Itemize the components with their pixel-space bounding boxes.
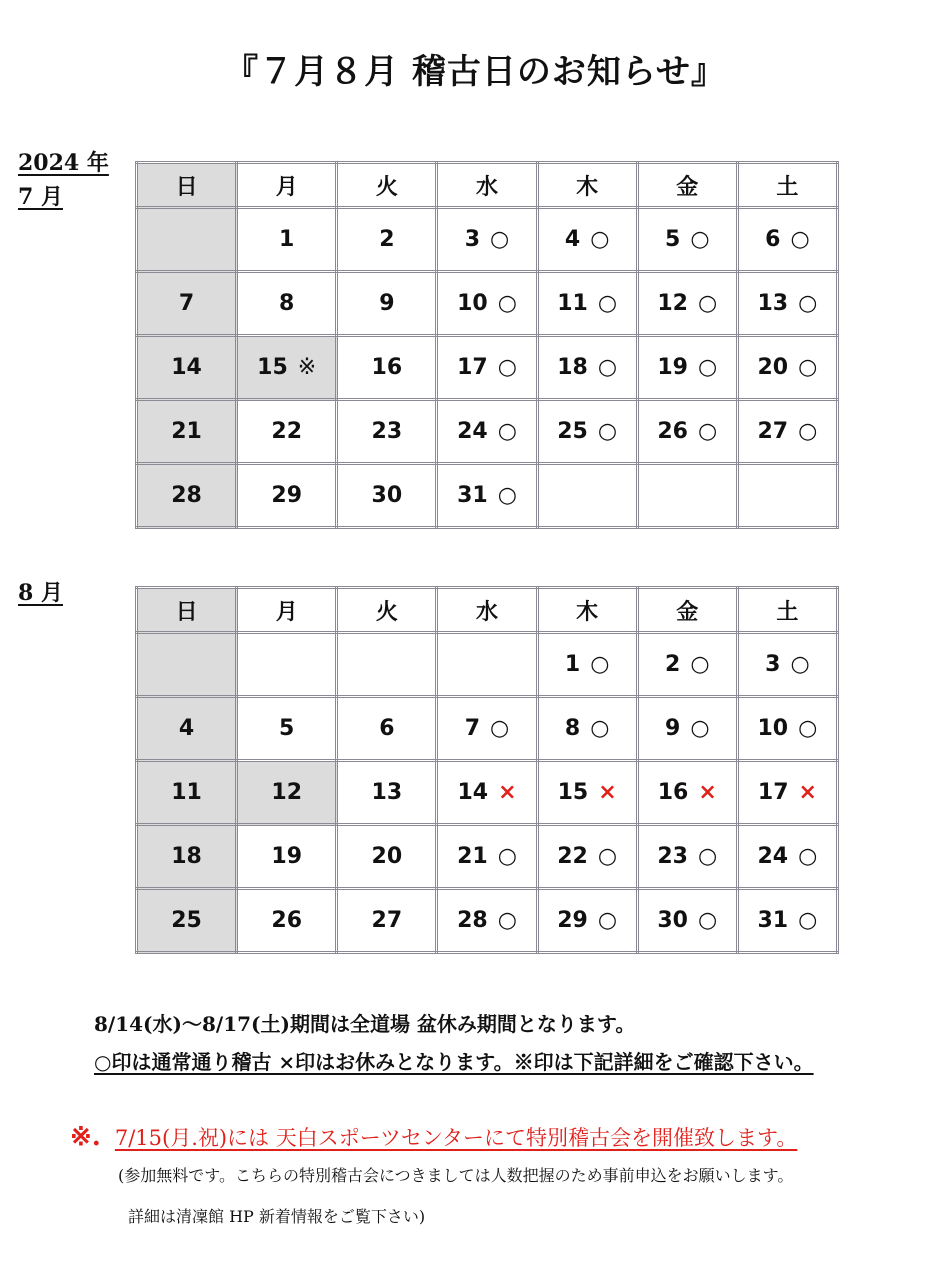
day-number: 1 (279, 227, 295, 252)
week-row (137, 336, 838, 400)
day-number: 19 (271, 844, 303, 869)
practice-mark: ○ (597, 908, 618, 933)
day-cell (537, 400, 637, 464)
day-cell (737, 889, 837, 953)
day-number: 10 (457, 291, 488, 316)
day-number: 13 (757, 291, 789, 316)
practice-mark: ○ (597, 291, 618, 316)
day-cell (637, 272, 737, 336)
day-number: 19 (657, 355, 688, 380)
practice-mark: ○ (798, 419, 818, 444)
day-cell (537, 825, 637, 889)
practice-mark: ○ (690, 652, 710, 677)
day-cell (437, 208, 537, 272)
day-cell (437, 889, 537, 953)
day-number: 11 (557, 291, 588, 316)
day-cell (137, 825, 237, 889)
day-number: 15 (257, 355, 288, 380)
day-cell (437, 400, 537, 464)
day-number: 27 (371, 908, 403, 933)
day-cell (737, 697, 837, 761)
day-number: 20 (371, 844, 403, 869)
day-cell (537, 336, 637, 400)
practice-mark: ○ (597, 844, 618, 869)
day-number: 8 (279, 291, 295, 316)
weekday-header: 日 (137, 588, 237, 633)
week-row (137, 400, 838, 464)
day-cell (637, 464, 737, 528)
day-cell (337, 464, 437, 528)
day-cell (237, 336, 337, 400)
week-row (137, 464, 838, 528)
weekday-header: 火 (337, 588, 437, 633)
practice-mark: ○ (497, 483, 517, 508)
day-number: 31 (757, 908, 789, 933)
day-cell (537, 208, 637, 272)
day-cell (437, 697, 537, 761)
day-number: 25 (557, 419, 588, 444)
day-cell (237, 464, 337, 528)
closed-mark: × (798, 780, 817, 805)
practice-mark: ○ (697, 844, 718, 869)
day-number: 16 (371, 355, 403, 380)
day-cell (237, 208, 337, 272)
day-cell (237, 761, 337, 825)
day-number: 7 (178, 291, 195, 316)
day-cell (437, 825, 537, 889)
day-number: 8 (564, 716, 581, 741)
day-cell (737, 208, 837, 272)
practice-mark: ○ (590, 227, 610, 252)
special-event-detail-1: (参加無料です。こちらの特別稽古会につきましては人数把握のため事前申込をお願いします。 (118, 1166, 794, 1185)
day-number: 9 (379, 291, 395, 316)
day-cell (337, 208, 437, 272)
day-number: 30 (657, 908, 688, 933)
day-number: 26 (657, 419, 688, 444)
weekday-header: 水 (437, 588, 537, 633)
practice-mark: ○ (790, 227, 810, 252)
day-cell (637, 889, 737, 953)
practice-mark: ○ (690, 716, 710, 741)
august-label (18, 576, 63, 610)
day-cell (737, 464, 837, 528)
day-number: 2 (379, 227, 395, 252)
day-cell (237, 889, 337, 953)
special-event-detail-2: 詳細は清凜館 HP 新着情報をご覧下さい) (128, 1207, 426, 1226)
day-number: 23 (371, 419, 403, 444)
day-number: 31 (457, 483, 488, 508)
day-number: 6 (765, 227, 781, 252)
day-number: 14 (457, 780, 489, 805)
weekday-header: 木 (537, 588, 637, 633)
week-row (137, 633, 838, 697)
day-number: 2 (665, 652, 681, 677)
weekday-header: 月 (237, 588, 337, 633)
practice-mark: ○ (497, 844, 517, 869)
reference-mark: ※ (297, 355, 317, 380)
practice-mark: ○ (697, 291, 718, 316)
day-cell (337, 761, 437, 825)
day-number: 18 (557, 355, 588, 380)
day-cell (637, 697, 737, 761)
day-number: 27 (757, 419, 789, 444)
day-cell (337, 825, 437, 889)
week-row (137, 825, 838, 889)
day-cell (137, 272, 237, 336)
practice-mark: ○ (798, 908, 818, 933)
day-cell (337, 272, 437, 336)
weekday-header-row (137, 588, 838, 633)
day-number: 12 (271, 780, 303, 805)
weekday-header: 金 (637, 163, 737, 208)
day-cell (537, 464, 637, 528)
day-number: 4 (564, 227, 581, 252)
day-cell (237, 697, 337, 761)
practice-mark: ○ (697, 419, 718, 444)
closed-mark: × (698, 780, 717, 805)
obon-notice: 8/14(水)～8/17(土)期間は全道場 盆休み期間となります。 (94, 1012, 636, 1036)
day-cell (537, 889, 637, 953)
week-row (137, 889, 838, 953)
weekday-header: 火 (337, 163, 437, 208)
day-cell (137, 400, 237, 464)
day-cell (437, 761, 537, 825)
day-cell (337, 889, 437, 953)
day-number: 29 (271, 483, 303, 508)
day-cell (737, 336, 837, 400)
day-cell (637, 336, 737, 400)
day-cell (637, 761, 737, 825)
week-row (137, 697, 838, 761)
day-number: 10 (757, 716, 789, 741)
day-number: 9 (665, 716, 681, 741)
day-cell (137, 464, 237, 528)
day-number: 23 (657, 844, 688, 869)
year-label: 2024 年 (18, 150, 109, 176)
day-number: 29 (557, 908, 588, 933)
day-number: 26 (271, 908, 303, 933)
practice-mark: ○ (590, 716, 610, 741)
page-title: 『７月８月 稽古日のお知らせ』 (224, 52, 726, 92)
practice-mark: ○ (490, 716, 510, 741)
weekday-header-row (137, 163, 838, 208)
special-event-notice (70, 1122, 797, 1152)
closed-mark: × (598, 780, 617, 805)
day-number: 28 (171, 483, 202, 508)
practice-mark: ○ (697, 908, 718, 933)
practice-mark: ○ (497, 355, 517, 380)
day-number: 1 (564, 652, 581, 677)
practice-mark: ○ (798, 355, 818, 380)
day-cell (337, 633, 437, 697)
day-cell (237, 272, 337, 336)
day-number: 12 (657, 291, 688, 316)
day-number: 30 (371, 483, 403, 508)
day-number: 14 (171, 355, 202, 380)
day-cell (637, 633, 737, 697)
day-number: 28 (457, 908, 488, 933)
day-cell (437, 464, 537, 528)
day-number: 18 (171, 844, 202, 869)
practice-mark: ○ (697, 355, 718, 380)
day-number: 13 (371, 780, 403, 805)
practice-mark: ○ (597, 355, 618, 380)
day-cell (537, 761, 637, 825)
day-number: 3 (765, 652, 781, 677)
day-number: 6 (379, 716, 395, 741)
day-cell (537, 272, 637, 336)
day-cell (637, 825, 737, 889)
special-event-text: 7/15(月.祝)には 天白スポーツセンターにて特別稽古会を開催致します。 (114, 1126, 798, 1150)
practice-mark: ○ (497, 419, 517, 444)
day-cell (537, 697, 637, 761)
day-number: 4 (178, 716, 195, 741)
practice-mark: ○ (798, 844, 818, 869)
practice-mark: ○ (497, 291, 517, 316)
july-calendar (135, 161, 839, 529)
practice-mark: ○ (798, 291, 818, 316)
day-number: 20 (757, 355, 789, 380)
weekday-header: 月 (237, 163, 337, 208)
day-number: 17 (457, 355, 488, 380)
week-row (137, 761, 838, 825)
day-cell (637, 400, 737, 464)
day-number: 24 (757, 844, 789, 869)
day-cell (237, 400, 337, 464)
day-number: 11 (171, 780, 202, 805)
week-row (137, 272, 838, 336)
day-cell (137, 761, 237, 825)
reference-mark: ※. (70, 1122, 101, 1152)
july-label (18, 146, 109, 214)
day-cell (137, 336, 237, 400)
day-number: 5 (279, 716, 295, 741)
day-number: 21 (171, 419, 202, 444)
day-cell (137, 889, 237, 953)
closed-mark: × (498, 780, 517, 805)
legend-notice: ○印は通常通り稽古 ×印はお休みとなります。※印は下記詳細をご確認下さい。 (94, 1050, 814, 1074)
weekday-header: 水 (437, 163, 537, 208)
day-cell (137, 633, 237, 697)
practice-mark: ○ (597, 419, 618, 444)
day-cell (237, 825, 337, 889)
practice-mark: ○ (798, 716, 818, 741)
day-number: 22 (271, 419, 303, 444)
day-number: 3 (464, 227, 481, 252)
day-cell (137, 697, 237, 761)
july-month-label: 7 月 (18, 184, 63, 210)
day-cell (337, 400, 437, 464)
day-cell (437, 272, 537, 336)
weekday-header: 土 (737, 588, 837, 633)
weekday-header: 土 (737, 163, 837, 208)
day-number: 15 (557, 780, 589, 805)
day-number: 7 (464, 716, 481, 741)
day-cell (737, 825, 837, 889)
day-cell (237, 633, 337, 697)
weekday-header: 金 (637, 588, 737, 633)
day-number: 24 (457, 419, 488, 444)
day-cell (437, 633, 537, 697)
day-cell (737, 761, 837, 825)
day-number: 25 (171, 908, 202, 933)
day-cell (637, 208, 737, 272)
day-number: 22 (557, 844, 588, 869)
week-row (137, 208, 838, 272)
day-cell (537, 633, 637, 697)
day-number: 5 (665, 227, 681, 252)
day-cell (737, 633, 837, 697)
day-number: 16 (657, 780, 689, 805)
day-number: 17 (757, 780, 789, 805)
practice-mark: ○ (690, 227, 710, 252)
day-cell (737, 400, 837, 464)
august-calendar (135, 586, 839, 954)
day-cell (737, 272, 837, 336)
day-number: 21 (457, 844, 488, 869)
weekday-header: 木 (537, 163, 637, 208)
day-cell (137, 208, 237, 272)
practice-mark: ○ (790, 652, 810, 677)
day-cell (337, 697, 437, 761)
practice-mark: ○ (590, 652, 610, 677)
weekday-header: 日 (137, 163, 237, 208)
day-cell (337, 336, 437, 400)
august-month-label: 8 月 (18, 580, 63, 606)
practice-mark: ○ (497, 908, 517, 933)
day-cell (437, 336, 537, 400)
practice-mark: ○ (490, 227, 510, 252)
